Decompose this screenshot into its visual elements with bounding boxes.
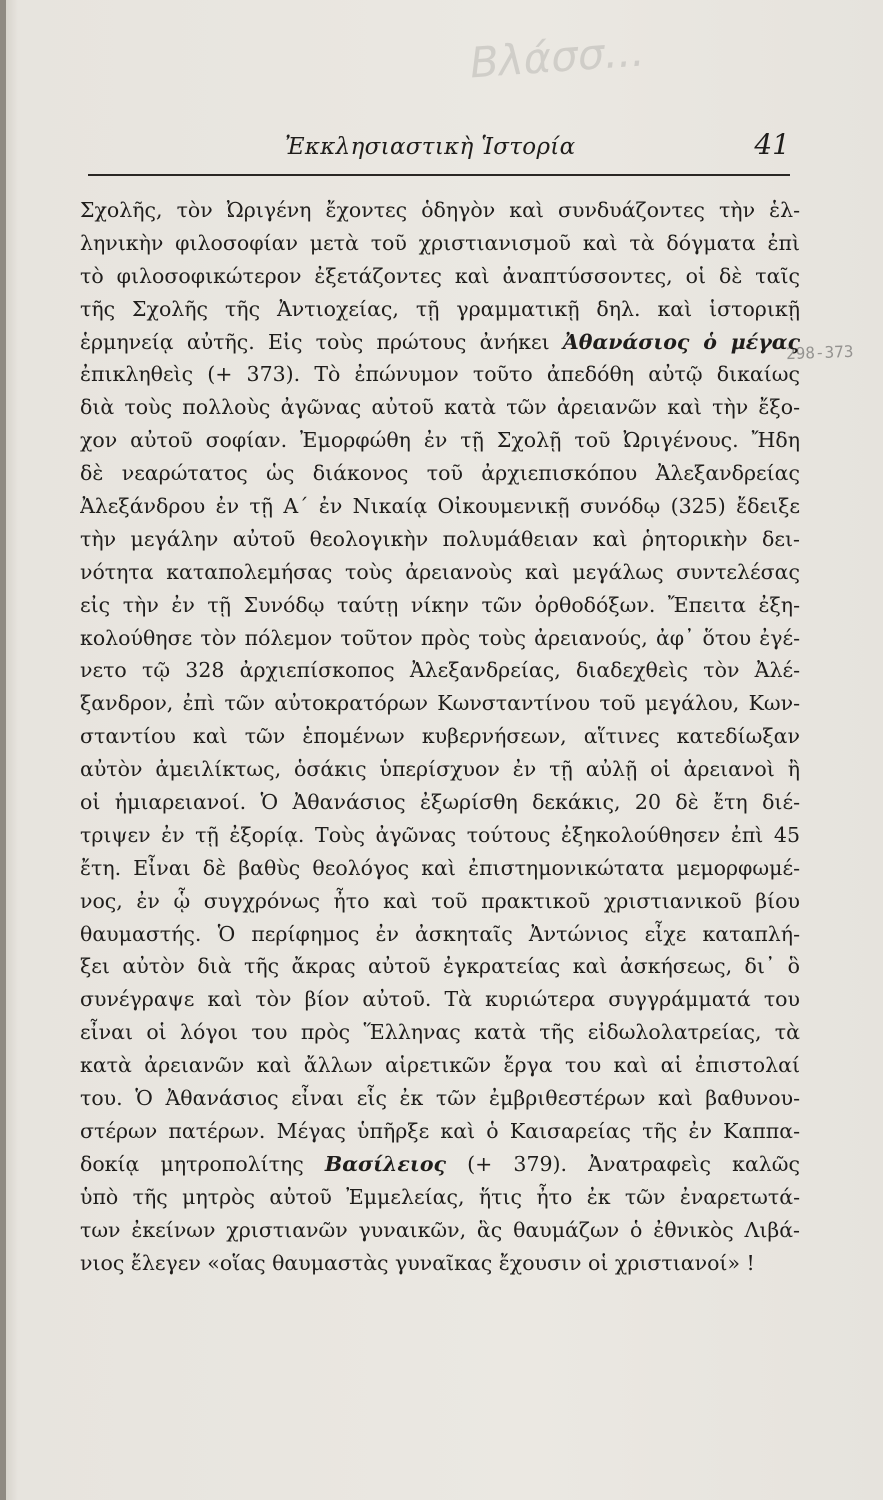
text-line: τῆς Σχολῆς τῆς Ἀντιοχείας, τῇ γραμματικῇ δηλ. καὶ ἱστορικῇ [80, 296, 800, 321]
text-line: δὲ νεαρώτατος ὡς διάκονος τοῦ ἀρχιεπισκόπου Ἀλεξανδρείας [80, 461, 800, 486]
text-line: κολούθησε τὸν πόλεμον τοῦτον πρὸς τοὺς ἀρειανούς, ἀφ᾽ ὅτου ἐγέ- [80, 625, 800, 650]
text-line: εἰς τὴν ἐν τῇ Συνόδῳ ταύτῃ νίκην τῶν ὀρθοδόξων. Ἔπειτα ἐξη- [80, 592, 800, 617]
text-line: οἱ ἡμιαρειανοί. Ὁ Ἀθανάσιος ἐξωρίσθη δεκάκις, 20 δὲ ἔτη διέ- [80, 790, 800, 815]
text-line: ἐπικληθεὶς (+ 373). Τὸ ἐπώνυμον τοῦτο ἀπεδόθη αὐτῷ δικαίως [80, 362, 800, 387]
text-line: των ἐκείνων χριστιανῶν γυναικῶν, ἃς θαυμάζων ὁ ἐθνικὸς Λιβά- [80, 1217, 800, 1242]
text-line-with-name [80, 326, 800, 359]
text-line: χον αὐτοῦ σοφίαν. Ἐμορφώθη ἐν τῇ Σχολῇ τοῦ Ὠριγένους. Ἤδη [80, 428, 800, 453]
text-line: νότητα καταπολεμήσας τοὺς ἀρειανοὺς καὶ μεγάλως συντελέσας [80, 559, 800, 584]
running-header [88, 126, 790, 176]
text-fragment: δοκίᾳ μητροπολίτης [80, 1151, 325, 1176]
pencil-annotation: Βλάσσ... [468, 26, 646, 88]
text-line: εἶναι οἱ λόγοι του πρὸς Ἕλληνας κατὰ τῆς εἰδωλολατρείας, τὰ [80, 1020, 800, 1045]
text-fragment: ἑρμηνείᾳ αὐτῆς. Εἰς τοὺς πρώτους ἀνήκει [80, 329, 563, 354]
page-number: 41 [754, 128, 790, 161]
athanasius-name: Ἀθανάσιος ὁ μέγας [562, 329, 800, 354]
text-line: θαυμαστής. Ὁ περίφημος ἐν ἀσκηταῖς Ἀντώνιος εἶχε καταπλή- [80, 921, 800, 946]
page-left-edge [0, 0, 6, 1500]
running-title: Ἐκκλησιαστικὴ Ἱστορία [285, 134, 576, 160]
basil-name: Βασίλειος [324, 1151, 446, 1176]
text-line: τὴν μεγάλην αὐτοῦ θεολογικὴν πολυμάθειαν καὶ ῥητορικὴν δει- [80, 526, 800, 551]
text-line-with-name [80, 1148, 800, 1181]
text-line: στέρων πατέρων. Μέγας ὑπῆρξε καὶ ὁ Καισαρείας τῆς ἐν Καππα- [80, 1118, 800, 1143]
text-line: ἔτη. Εἶναι δὲ βαθὺς θεολόγος καὶ ἐπιστημονικώτατα μεμορφωμέ- [80, 855, 800, 880]
text-line: αὐτὸν ἀμειλίκτως, ὁσάκις ὑπερίσχυον ἐν τῇ αὐλῇ οἱ ἀρειανοὶ ἢ [80, 757, 800, 782]
body-text [80, 194, 800, 1279]
text-line: Ἀλεξάνδρου ἐν τῇ Α΄ ἐν Νικαίᾳ Οἰκουμενικῇ συνόδῳ (325) ἔδειξε [80, 494, 800, 519]
text-line: ξανδρον, ἐπὶ τῶν αὐτοκρατόρων Κωνσταντίνου τοῦ μεγάλου, Κων- [80, 691, 800, 716]
text-line: Σχολῆς, τὸν Ὠριγένη ἔχοντες ὁδηγὸν καὶ συνδυάζοντες τὴν ἑλ- [80, 198, 800, 222]
text-line: ὑπὸ τῆς μητρὸς αὐτοῦ Ἐμμελείας, ἥτις ἦτο ἐκ τῶν ἐναρετωτά- [80, 1184, 800, 1209]
margin-note: 298-373 [785, 341, 854, 364]
text-line: νετο τῷ 328 ἀρχιεπίσκοπος Ἀλεξανδρείας, διαδεχθεὶς τὸν Ἀλέ- [80, 658, 800, 683]
text-line: του. Ὁ Ἀθανάσιος εἶναι εἷς ἐκ τῶν ἐμβριθεστέρων καὶ βαθυνου- [80, 1086, 800, 1111]
text-line: ξει αὐτὸν διὰ τῆς ἄκρας αὐτοῦ ἐγκρατείας καὶ ἀσκήσεως, δι᾽ ὃ [80, 954, 800, 979]
text-line: συνέγραψε καὶ τὸν βίον αὐτοῦ. Τὰ κυριώτερα συγγράμματά του [80, 987, 800, 1012]
text-line: νιος ἔλεγεν «οἵας θαυμαστὰς γυναῖκας ἔχουσιν οἱ χριστιανοί» ! [80, 1250, 755, 1275]
text-fragment: (+ 379). Ἀνατραφεὶς καλῶς [445, 1151, 800, 1176]
text-line: τὸ φιλοσοφικώτερον ἐξετάζοντες καὶ ἀναπτύσσοντες, οἱ δὲ ταῖς [80, 263, 800, 288]
text-line: νος, ἐν ᾧ συγχρόνως ἦτο καὶ τοῦ πρακτικοῦ χριστιανικοῦ βίου [80, 888, 800, 913]
text-line: κατὰ ἀρειανῶν καὶ ἄλλων αἱρετικῶν ἔργα του καὶ αἱ ἐπιστολαί [80, 1053, 800, 1078]
text-line: ληνικὴν φιλοσοφίαν μετὰ τοῦ χριστιανισμοῦ καὶ τὰ δόγματα ἐπὶ [80, 230, 800, 255]
text-line: διὰ τοὺς πολλοὺς ἀγῶνας αὐτοῦ κατὰ τῶν ἀρειανῶν καὶ τὴν ἔξο- [80, 395, 800, 420]
text-line: σταντίου καὶ τῶν ἑπομένων κυβερνήσεων, αἵτινες κατεδίωξαν [80, 724, 800, 749]
text-line: τριψεν ἐν τῇ ἐξορίᾳ. Τοὺς ἀγῶνας τούτους ἐξηκολούθησεν ἐπὶ 45 [80, 822, 800, 847]
